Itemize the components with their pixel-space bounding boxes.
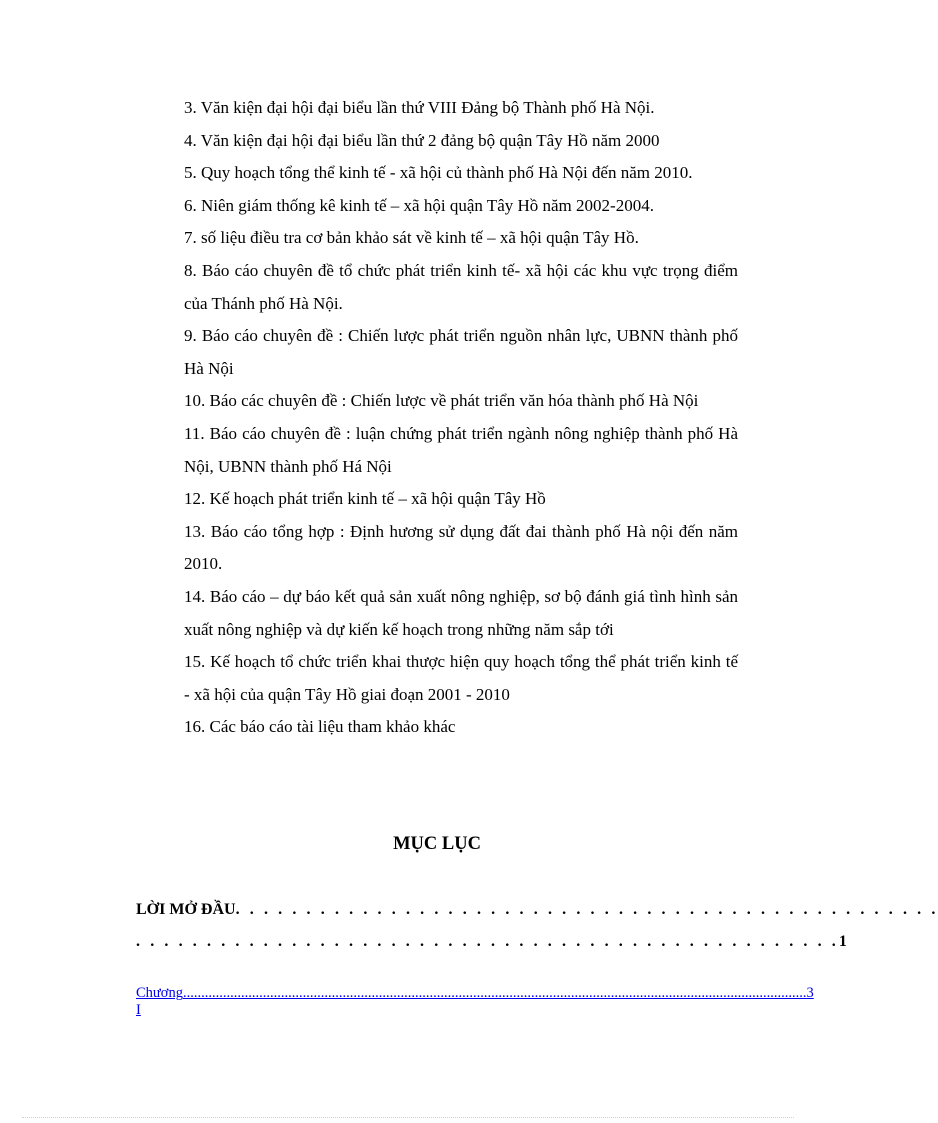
toc-chapter-label: Chương I [136,985,183,1018]
toc-intro-dots: . . . . . . . . . . . . . . . . . . . . . . . . . . . . . . . . . . . . . . . . . . . . . . . . . . [235,901,938,918]
toc-intro-entry[interactable] [136,901,938,919]
page-divider [22,1117,794,1118]
reference-item: 4. Văn kiện đại hội đại biểu lần thứ 2 đảng bộ quận Tây Hồ năm 2000 [184,130,660,150]
reference-item: 9. Báo cáo chuyên đề : Chiến lược phát triển nguồn nhân lực, UBNN thành phố Hà Nội [184,326,738,378]
reference-item: 10. Báo các chuyên đề : Chiến lược về phát triển văn hóa thành phố Hà Nội [184,391,699,411]
reference-item: 12. Kế hoạch phát triển kinh tế – xã hội quận Tây Hồ [184,489,546,509]
reference-item: 14. Báo cáo – dự báo kết quả sản xuất nông nghiệp, sơ bộ đánh giá tình hình sản xuất nông nghiệp và dự kiến kế hoạch trong những năm sắp tới [184,586,738,639]
toc-title: MỤC LỤC [393,834,481,854]
reference-item: 8. Báo cáo chuyên đề tổ chức phát triển kinh tế- xã hội các khu vực trọng điểm của Thánh phố Hà Nội. [184,260,738,313]
toc-chapter-page: 3 [806,985,814,1001]
toc-intro-dots: . . . . . . . . . . . . . . . . . . . . . . . . . . . . . . . . . . . . . . . . . . . . . . . . . . [136,933,839,950]
toc-chapter-1-link[interactable] [136,985,814,1019]
reference-item: 3. Văn kiện đại hội đại biểu lần thứ VIII Đảng bộ Thành phố Hà Nội. [184,98,655,117]
reference-item: 13. Báo cáo tổng hợp : Định hương sử dụng đất đai thành phố Hà nội đến năm 2010. [184,521,738,574]
toc-intro-label: LỜI MỞ ĐẦU [136,901,236,918]
reference-item: 11. Báo cáo chuyên đề : luận chứng phát triển ngành nông nghiệp thành phố Hà Nội, UBNN thành phố Há Nội [184,423,738,476]
reference-item: 6. Niên giám thống kê kinh tế – xã hội quận Tây Hồ năm 2002-2004. [184,195,654,215]
toc-intro-entry-continued[interactable] [136,933,847,951]
reference-list [184,92,738,744]
reference-item: 7. số liệu điều tra cơ bản khảo sát về kinh tế – xã hội quận Tây Hồ. [184,228,639,248]
toc-chapter-dots: ............................................................................................................................................................................ [182,985,807,1001]
toc-intro-page: 1 [838,933,847,950]
reference-item: 15. Kế hoạch tổ chức triển khai thược hiện quy hoạch tổng thể phát triển kinh tế - xã hội của quận Tây Hồ giai đoạn 2001 - 2010 [184,652,738,704]
reference-item: 16. Các báo cáo tài liệu tham khảo khác [184,717,456,737]
reference-item: 5. Quy hoạch tổng thể kinh tế - xã hội củ thành phố Hà Nội đến năm 2010. [184,163,693,183]
